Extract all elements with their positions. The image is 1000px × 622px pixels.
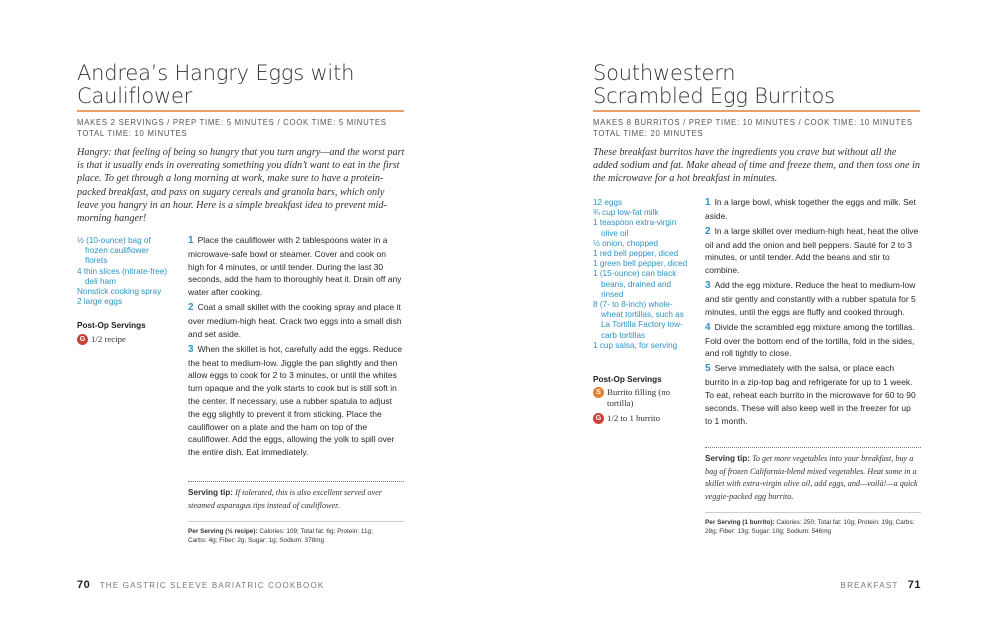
ingredient-item: ½ (10-ounce) bag of frozen cauliflower florets: [77, 236, 151, 266]
step-number: 5: [705, 363, 711, 375]
s-badge-icon: S: [593, 387, 604, 398]
right-page: [500, 0, 1000, 622]
ingredient-item: 1 teaspoon extra-virgin olive oil: [593, 218, 677, 238]
page-footer: [77, 579, 324, 591]
step-item: [705, 362, 920, 427]
ingredient-list: [593, 198, 693, 351]
step-text: Add the egg mixture. Reduce the heat to medium-low and stir gently and constantly with a rubber spatula for 5 minutes, until the eggs are fluffy and cooked through.: [705, 280, 916, 317]
postop-serving-text: 1/2 to 1 burrito: [607, 413, 661, 423]
ingredient-item: 1 green bell pepper, diced: [593, 259, 688, 269]
ingredient-item: 4 thin slices (nitrate-free) deli ham: [77, 266, 168, 286]
meta-line-1: MAKES 8 BURRITOS / PREP TIME: 10 MINUTES / COOK TIME: 10 MINUTES: [593, 118, 913, 127]
nutrition-info: [188, 527, 388, 546]
postop-heading: Post-Op Servings: [593, 375, 662, 384]
title-rule: [77, 110, 404, 112]
title-rule: [593, 110, 920, 112]
postop-serving-text: 1/2 recipe: [91, 334, 126, 344]
step-list: [188, 234, 403, 461]
meta-line-2: TOTAL TIME: 10 MINUTES: [77, 129, 188, 138]
serving-tip-label: Serving tip:: [705, 454, 751, 463]
step-item: [188, 343, 403, 459]
step-text: Place the cauliflower with 2 tablespoons water in a microwave-safe bowl or steamer. Cover and cook on high for 4 minutes, or until tender. During the last 30 seconds, add the ham to thoroughly heat it. Drain off any water after cooking.: [188, 235, 402, 298]
step-number: 3: [705, 280, 711, 292]
step-text: Coat a small skillet with the cooking spray and place it over medium-high heat. Crack two eggs into a small dish and set aside.: [188, 302, 402, 339]
step-text: In a large skillet over medium-high heat, heat the olive oil and add the onion and bell peppers. Sauté for 2 to 3 minutes, or until tender. Add the beans and stir to combine.: [705, 225, 919, 276]
step-number: 2: [188, 302, 194, 314]
postop-serving: [593, 387, 693, 409]
meta-line-1: MAKES 2 SERVINGS / PREP TIME: 5 MINUTES / COOK TIME: 5 MINUTES: [77, 118, 387, 127]
step-item: [188, 234, 403, 299]
recipe-intro: Hangry: that feeling of being so hungry that you turn angry—and the worst part is that it usually ends in overeating something you didn’t want to eat in the first place. To get through a long morning at work, make sure to have a protein-packed breakfast, and pass on sugary cereals and granola bars, which only leave you hangry in an hour. Here is a simple breakfast idea to prevent mid-morning hanger!: [77, 147, 405, 225]
step-number: 4: [705, 321, 711, 333]
serving-tip-text: If tolerated, this is also excellent served over steamed asparagus tips instead of cauliflower.: [188, 488, 382, 510]
title-line-2: Cauliflower: [77, 84, 193, 108]
recipe-meta: [593, 117, 923, 139]
tip-divider: [705, 447, 921, 448]
ingredient-item: ¾ cup low-fat milk: [593, 208, 659, 218]
step-text: Serve immediately with the salsa, or place each burrito in a zip-top bag and refrigerate for up to 1 week. To eat, reheat each burrito in the microwave for 60 to 90 seconds. These will also keep well in the freezer for up to 1 month.: [705, 363, 916, 426]
nutrition-text: Calories: 250; Total fat: 10g; Protein: 19g; Carbs: 28g; Fiber: 13g; Sugar: 10g; Sodium: 546mg: [705, 519, 915, 536]
page-number: 70: [77, 579, 91, 591]
step-text: When the skillet is hot, carefully add the eggs. Reduce the heat to medium-low. Jiggle the pan slightly and then allow eggs to cook for 2 to 3 minutes, or until the whites turn opaque and the yolk starts to cook but is still soft in the center. If necessary, use a rubber spatula to adjust the egg slightly to prevent it from sticking. Place the cauliflower on a plate and the ham on top of the cauliflower. Add the eggs, allowing the yolk to spill over the entire dish. Eat immediately.: [188, 343, 403, 458]
step-number: 3: [188, 343, 194, 355]
recipe-title: [593, 62, 835, 108]
serving-tip: [705, 453, 921, 503]
nutrition-divider: [705, 512, 921, 513]
title-line-1: Andrea’s Hangry Eggs with: [77, 61, 355, 85]
ingredient-item: 12 eggs: [593, 198, 623, 207]
recipe-intro: These breakfast burritos have the ingredients you crave but without all the added sodium and fat. Make ahead of time and freeze them, and then toss one in the microwave for a hot breakfast in minutes.: [593, 147, 920, 185]
ingredient-item: 1 cup salsa, for serving: [593, 340, 678, 350]
step-item: [705, 196, 920, 223]
serving-tip-text: To get more vegetables into your breakfast, buy a bag of frozen California-blend mixed vegetables. Heat some in a skillet with extra-virgin olive oil, add eggs, and—voilà!—a quick veggie-packed egg burrito.: [705, 454, 918, 501]
step-number: 1: [188, 235, 194, 246]
serving-tip-label: Serving tip:: [188, 488, 234, 497]
ingredient-item: ½ onion, chopped: [593, 238, 659, 248]
nutrition-label: Per Serving (½ recipe):: [188, 528, 258, 535]
ingredient-item: 1 red bell pepper, diced: [593, 249, 679, 259]
step-item: [705, 225, 920, 277]
recipe-title: [77, 62, 354, 108]
ingredient-item: 2 large eggs: [77, 297, 123, 307]
tip-divider: [188, 481, 404, 482]
page-number: 71: [907, 579, 921, 591]
nutrition-text: Calories: 109; Total fat: 6g; Protein: 11g; Carbs: 4g; Fiber: 2g; Sugar: 1g; Sodium: 378mg: [188, 528, 373, 545]
nutrition-divider: [188, 521, 404, 522]
step-number: 2: [705, 225, 711, 237]
recipe-meta: [77, 117, 407, 139]
nutrition-info: [705, 518, 920, 537]
step-item: [705, 279, 920, 318]
step-number: 1: [705, 197, 711, 208]
step-item: [188, 301, 403, 340]
g-badge-icon: G: [593, 413, 604, 424]
postop-heading: Post-Op Servings: [77, 321, 146, 330]
step-item: [705, 321, 920, 360]
page-footer: [841, 579, 921, 591]
ingredient-item: Nonstick cooking spray: [77, 287, 162, 297]
g-badge-icon: G: [77, 334, 88, 345]
postop-serving: [77, 334, 173, 345]
nutrition-label: Per Serving (1 burrito):: [705, 519, 775, 526]
ingredient-item: 8 (7- to 8-inch) whole-wheat tortillas, such as La Tortilla Factory low-carb tortillas: [593, 300, 684, 340]
running-head: BREAKFAST: [840, 581, 899, 590]
ingredient-list: [77, 236, 173, 307]
ingredient-item: 1 (15-ounce) can black beans, drained and rinsed: [593, 269, 677, 299]
title-line-2: Scrambled Egg Burritos: [593, 84, 835, 108]
step-list: [705, 196, 920, 429]
postop-serving: [593, 413, 693, 424]
step-text: In a large bowl, whisk together the eggs and milk. Set aside.: [705, 197, 916, 221]
title-line-1: Southwestern: [593, 61, 736, 85]
meta-line-2: TOTAL TIME: 20 MINUTES: [593, 129, 704, 138]
serving-tip: [188, 487, 404, 512]
running-head: THE GASTRIC SLEEVE BARIATRIC COOKBOOK: [99, 581, 325, 590]
step-text: Divide the scrambled egg mixture among the tortillas. Fold over the bottom end of the tortilla, fold in the sides, and roll tightly to close.: [705, 321, 915, 359]
postop-serving-text: Burrito filling (no tortilla): [607, 387, 671, 408]
